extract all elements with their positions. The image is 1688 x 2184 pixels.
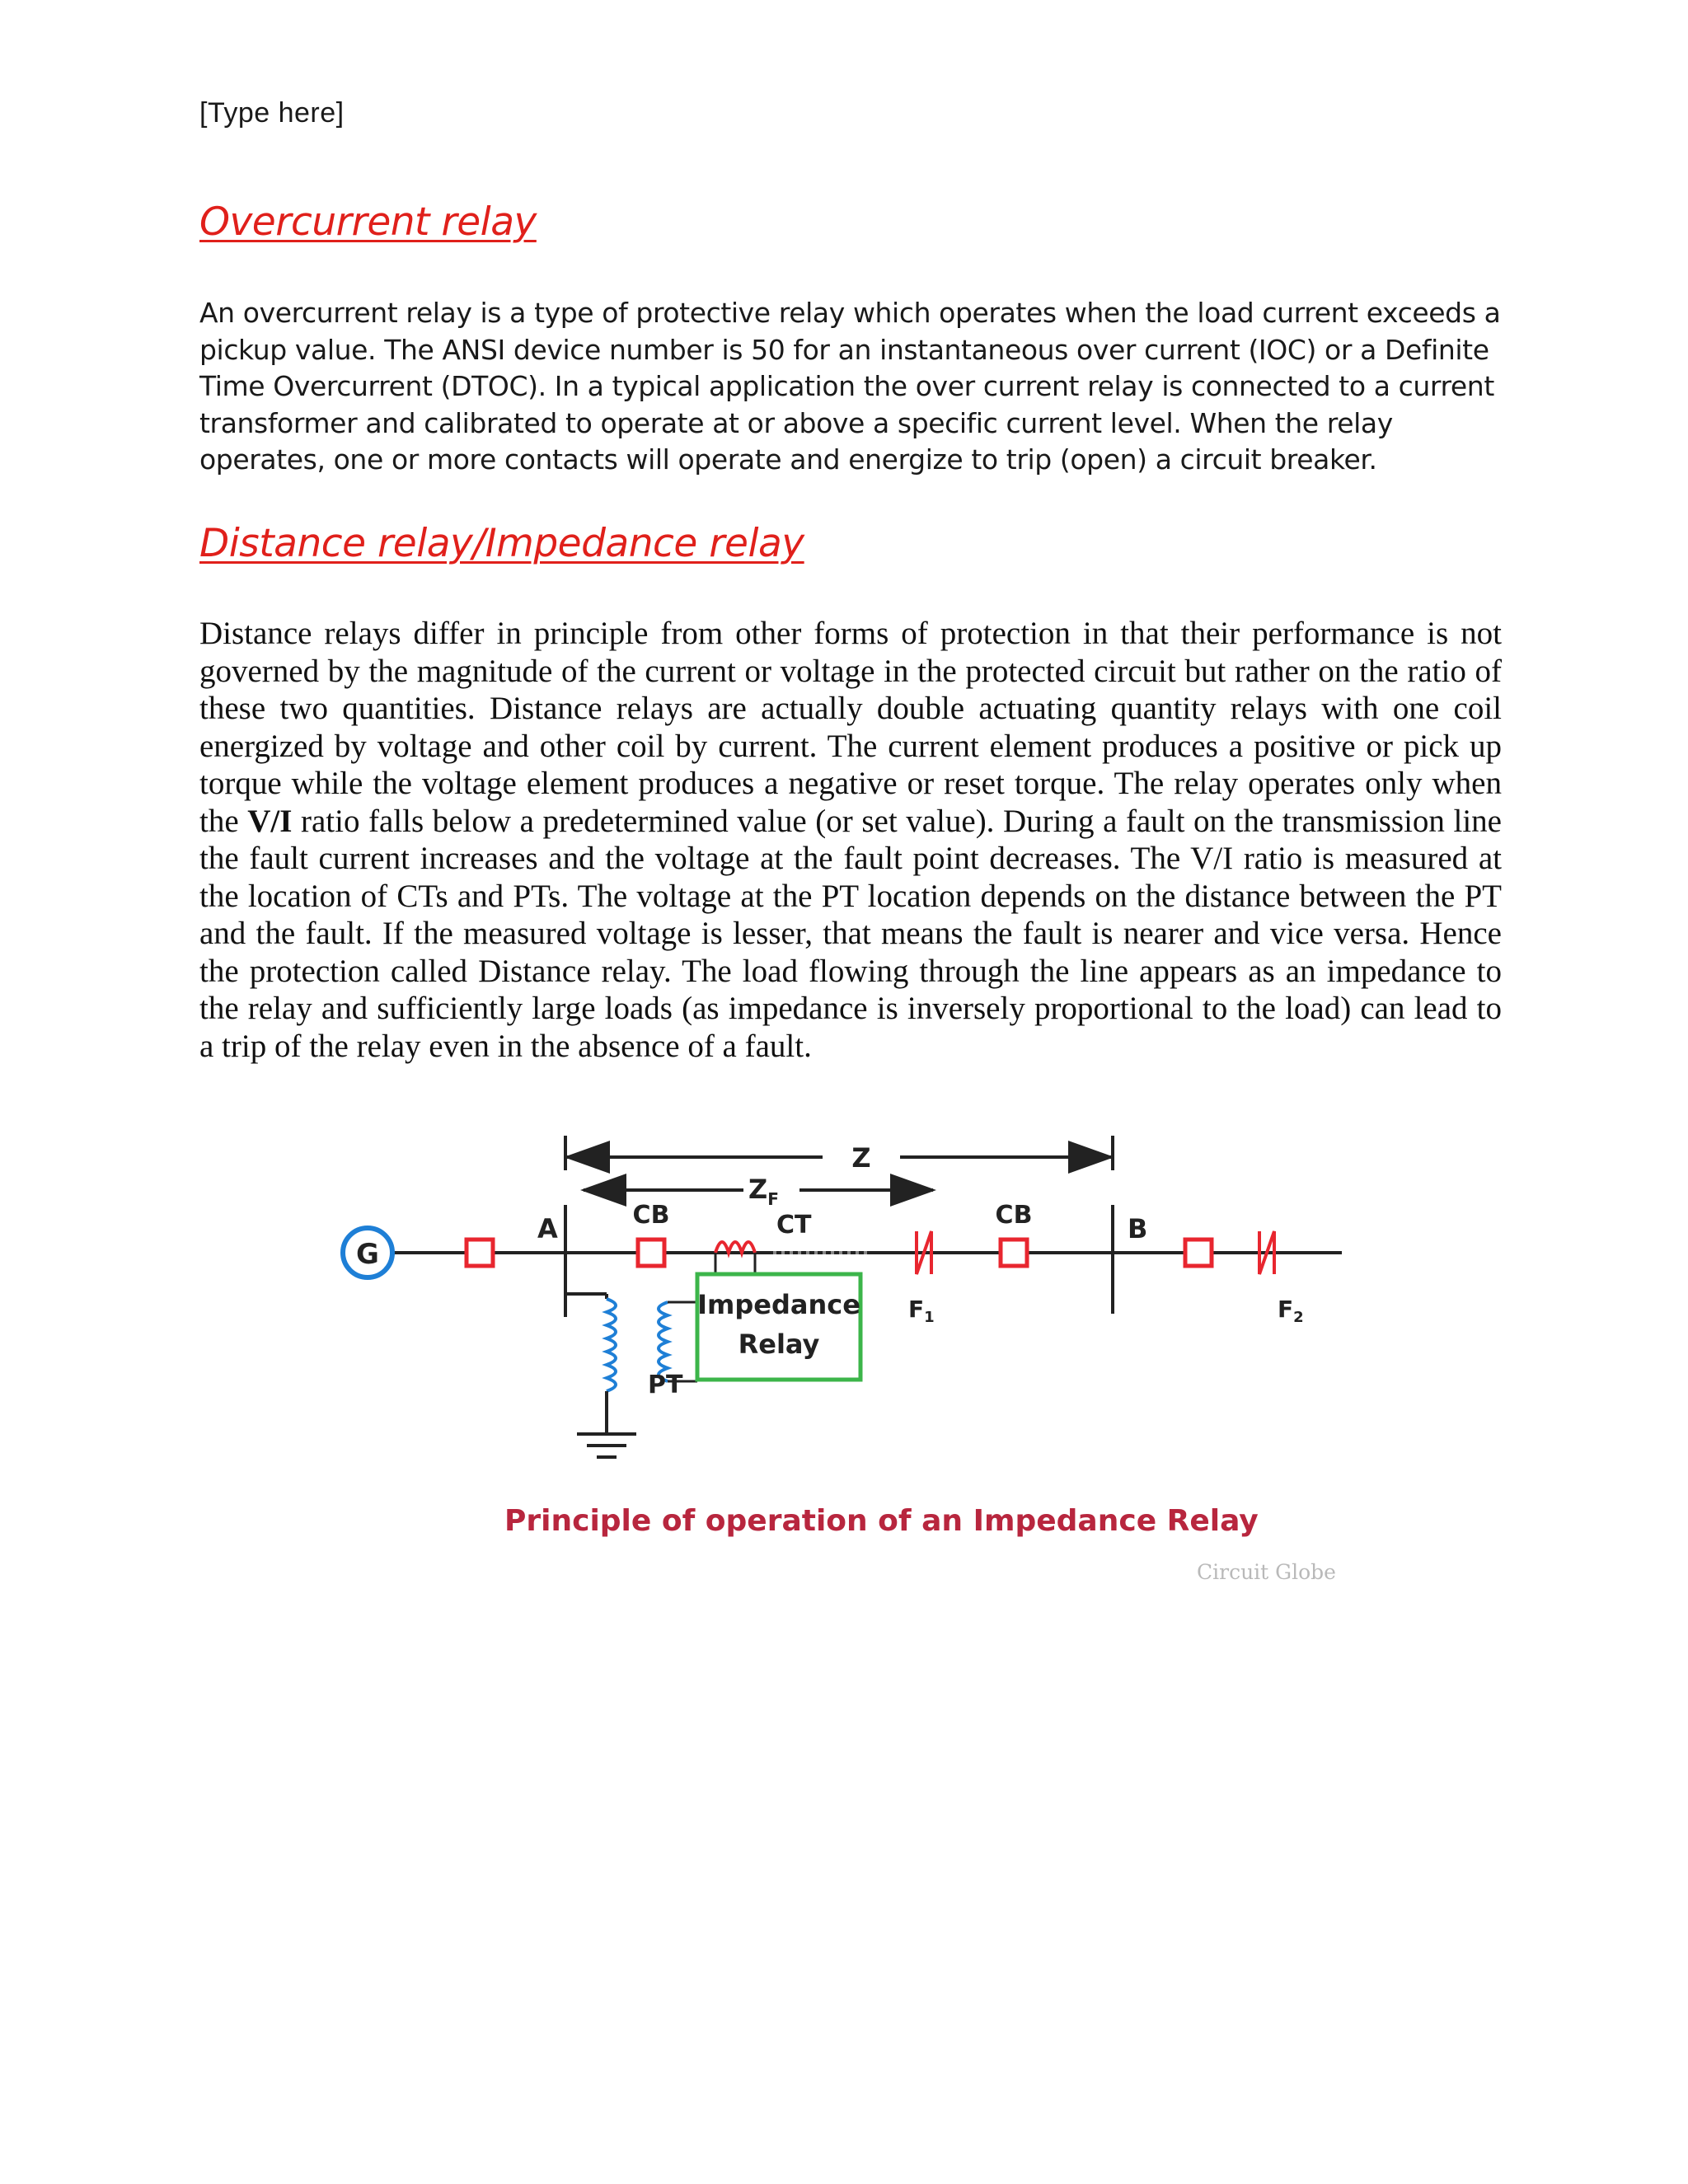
- relay-label-line1: Impedance: [697, 1289, 860, 1320]
- ct-label: CT: [776, 1211, 812, 1240]
- paragraph-distance-part1: Distance relays differ in principle from other forms of protection in that their performance is not governed by the magnitude of the current or voltage in the protected circuit but rather on the ratio of these two quantities. Distance relays are actually double actuating quantity relays with one coil energized by voltage and other coil by current. The current element produces a positive or pick up torque while the voltage element produces a negative or reset torque. The relay operates only when the: [199, 616, 1502, 839]
- breaker-symbol: [467, 1240, 493, 1266]
- pt-secondary-coil-icon: [659, 1302, 668, 1381]
- cb-left-label: CB: [632, 1201, 670, 1230]
- f1-label: $F_1$: [908, 1296, 935, 1326]
- pt-label: PT: [648, 1371, 683, 1399]
- paragraph-overcurrent-relay: An overcurrent relay is a type of protective relay which operates when the load current exceeds a pickup value. The ANSI device number is 50 for an instantaneous over current (IOC) or a Definite Time Overcurrent (DTOC). In a typical application the over current relay is connected to a current transformer and calibrated to operate at or above a specific current level. When the relay operates, one or more contacts will operate and energize to trip (open) a circuit breaker.: [199, 297, 1501, 476]
- circuit-breaker-right: [1001, 1240, 1027, 1266]
- zf-label: $Z_F$: [748, 1174, 779, 1209]
- impedance-relay-box: [697, 1274, 860, 1380]
- ground-icon: [577, 1434, 636, 1457]
- generator-label: G: [356, 1238, 379, 1271]
- bus-a-label: A: [537, 1213, 558, 1244]
- watermark-circuit-globe: Circuit Globe: [1197, 1560, 1336, 1584]
- f2-label: $F_2$: [1278, 1296, 1304, 1326]
- page-header: [Type here]: [199, 97, 345, 129]
- heading-overcurrent-relay: Overcurrent relay: [199, 199, 537, 245]
- bus-b-label: B: [1128, 1213, 1148, 1244]
- generator-symbol: [343, 1228, 392, 1277]
- heading-distance-relay: Distance relay/Impedance relay: [199, 521, 804, 566]
- circuit-breaker-left: [638, 1240, 664, 1266]
- breaker-symbol-b: [1185, 1240, 1212, 1266]
- paragraph-distance-bold: V/I: [247, 803, 293, 839]
- z-label: Z: [851, 1142, 871, 1174]
- pt-primary-coil-icon: [607, 1299, 616, 1391]
- relay-label-line2: Relay: [738, 1329, 820, 1360]
- paragraph-distance-relay: [199, 615, 1502, 1065]
- paragraph-distance-part2: ratio falls below a predetermined value (or set value). During a fault on the transmission line the fault current increases and the voltage at the fault point decreases. The V/I ratio is measured at the location of CTs and PTs. The voltage at the PT location depends on the distance between the PT and the fault. If the measured voltage is lesser, that means the fault is nearer and vice versa. Hence the protection called Distance relay. The load flowing through the line appears as an impedance to the relay and sufficiently large loads (as impedance is inversely proportional to the load) can lead to a trip of the relay even in the absence of a fault.: [199, 803, 1502, 1064]
- z-dimension: [565, 1136, 1113, 1174]
- diagram-caption: Principle of operation of an Impedance Relay: [504, 1504, 1259, 1538]
- cb-right-label: CB: [995, 1201, 1033, 1230]
